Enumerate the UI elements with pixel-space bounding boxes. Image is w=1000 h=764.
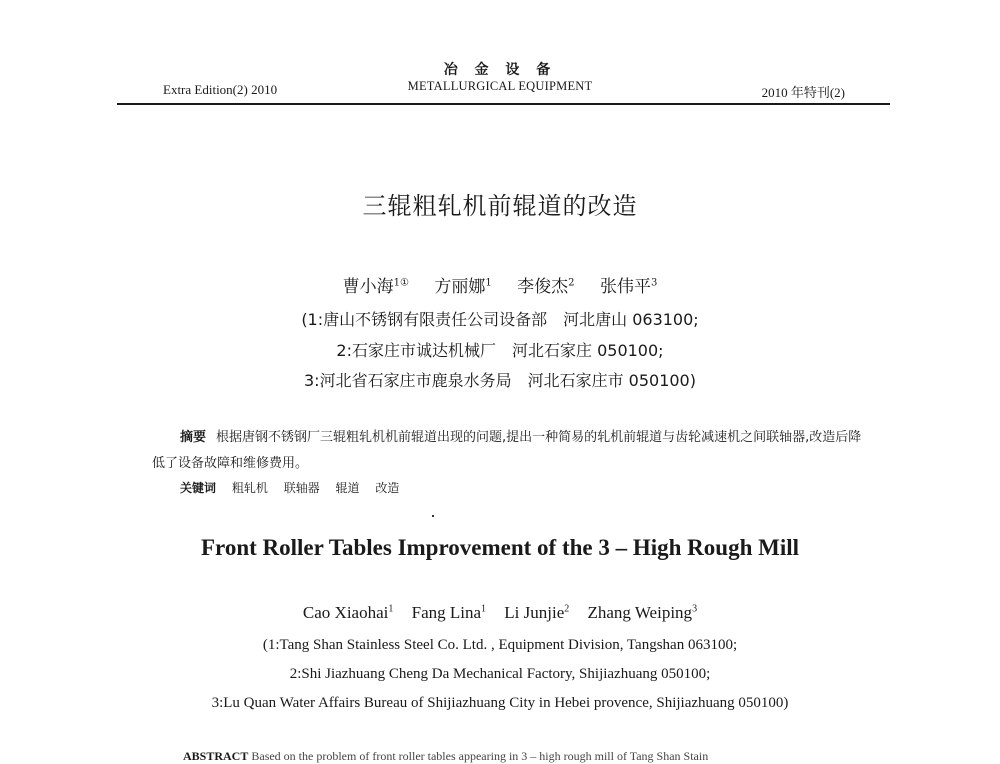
keyword: 粗轧机 bbox=[231, 481, 268, 495]
author-cn: 曹小海$^{1①}$ bbox=[342, 277, 409, 297]
author-cn: 张伟平$^3$ bbox=[599, 277, 658, 297]
abstract-cn-text: 根据唐钢不锈钢厂三辊粗轧机机前辊道出现的问题,提出一种简易的轧机前辊道与齿轮减速机之间联轴器,改造后降低了设备故障和维修费用。 bbox=[152, 430, 862, 471]
journal-name-en: METALLURGICAL EQUIPMENT bbox=[407, 79, 593, 93]
abstract-cn bbox=[152, 425, 862, 477]
author-en: Zhang Weiping$^3$ bbox=[587, 603, 698, 622]
author-en: Cao Xiaohai$^1$ bbox=[302, 603, 394, 622]
header-divider bbox=[117, 103, 890, 105]
header-issue: 2010 年特刊(2) bbox=[761, 85, 845, 100]
affiliation-cn-2: 2:石家庄市诚达机械厂 河北石家庄 050100; bbox=[336, 341, 664, 360]
author-cn: 李俊杰$^2$ bbox=[517, 277, 575, 297]
affiliation-cn-1: (1:唐山不锈钢有限责任公司设备部 河北唐山 063100; bbox=[301, 310, 699, 329]
paper-title-cn: 三辊粗轧机前辊道的改造 bbox=[362, 192, 638, 220]
journal-name-cn: 冶 金 设 备 bbox=[443, 62, 557, 78]
abstract-en-label: ABSTRACT bbox=[183, 749, 249, 763]
paper-title-en: Front Roller Tables Improvement of the 3 – High Rough Mill bbox=[200, 535, 800, 560]
authors-en bbox=[0, 603, 1000, 623]
stray-dot bbox=[432, 515, 434, 517]
affiliation-en-1: (1:Tang Shan Stainless Steel Co. Ltd. , Equipment Division, Tangshan 063100; bbox=[262, 637, 738, 653]
abstract-en-text: Based on the problem of front roller tables appearing in 3 – high rough mill of Tang Shan Stain bbox=[251, 749, 709, 763]
affiliation-cn-3: 3:河北省石家庄市鹿泉水务局 河北石家庄市 050100) bbox=[304, 371, 696, 390]
keywords-cn bbox=[180, 479, 411, 496]
author-en: Li Junjie$^2$ bbox=[504, 603, 570, 622]
abstract-en bbox=[183, 749, 708, 764]
keyword: 辊道 bbox=[335, 481, 360, 495]
keyword: 联轴器 bbox=[283, 481, 320, 495]
author-cn: 方丽娜$^1$ bbox=[434, 277, 492, 297]
header-edition: Extra Edition(2) 2010 bbox=[163, 82, 278, 97]
keyword: 改造 bbox=[375, 481, 400, 495]
affiliation-en-2: 2:Shi Jiazhuang Cheng Da Mechanical Factory, Shijiazhuang 050100; bbox=[289, 666, 711, 682]
abstract-cn-label: 摘要 bbox=[180, 430, 207, 445]
journal-header bbox=[0, 62, 1000, 94]
authors-cn bbox=[0, 272, 1000, 297]
affiliation-en-3: 3:Lu Quan Water Affairs Bureau of Shijiazhuang City in Hebei provence, Shijiazhuang 050100) bbox=[211, 695, 789, 711]
author-en: Fang Lina$^1$ bbox=[411, 603, 487, 622]
keywords-cn-label: 关键词 bbox=[180, 481, 217, 495]
